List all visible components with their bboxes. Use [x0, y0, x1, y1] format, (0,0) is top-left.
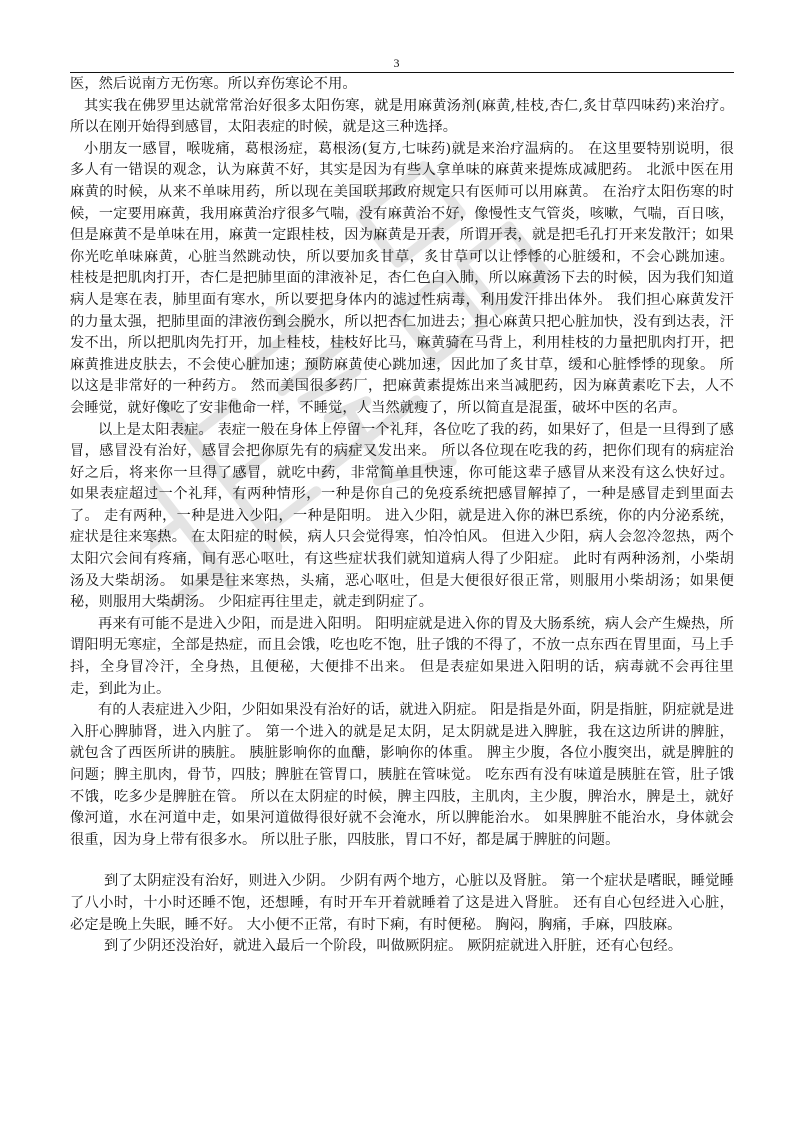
paragraph-4: 以上是太阳表症。 表症一般在身体上停留一个礼拜，各位吃了我的药，如果好了，但是一旦得到了感冒，感冒没有治好，感冒会把你原先有的病症又发出来。 所以各位现在吃我的药，把你们现有的病症治好之后，将来你一旦得了感冒，就吃中药，非常简单且快速，你可能这辈子感冒从来没有这么快好过。 如果表症超过一个礼拜，有两种情形，一种是你自己的免疫系统把感冒解掉了，一种是感冒走到里面去了。 走有两种，一种是进入少阳，一种是阳明。 进入少阳，就是进入你的淋巴系统，你的内分泌系统，症状是往来寒热。 在太阳症的时候，病人只会觉得寒，怕冷怕风。 但进入少阳，病人会忽冷忽热，两个太阳穴会间有疼痛，间有恶心呕吐，有这些症状我们就知道病人得了少阳症。 此时有两种汤剂，小柴胡汤及大柴胡汤。 如果是往来寒热，头痛，恶心呕吐，但是大便很好很正常，则服用小柴胡汤；如果便秘，则服用大柴胡汤。 少阳症再往里走，就走到阴症了。 — [70, 421, 734, 611]
paragraph-5: 再来有可能不是进入少阳，而是进入阳明。 阳明症就是进入你的胃及大肠系统，病人会产生燥热，所谓阳明无寒症，全部是热症，而且会饿，吃也吃不饱，肚子饿的不得了，不放一点东西在胃里面，马上手抖，全身冒冷汗，全身热，且便秘，大便排不出来。 但是表症如果进入阳明的话，病毒就不会再往里走，到此为止。 — [70, 615, 734, 697]
paragraph-gap — [70, 851, 734, 871]
paragraph-7: 到了太阴症没有治好，则进入少阴。 少阴有两个地方，心脏以及肾脏。 第一个症状是嗜眠，睡觉睡了八小时，十小时还睡不饱，还想睡，有时开车开着就睡着了这是进入肾脏。 还有自心包经进入心脏，必定是晚上失眠，睡不好。 大小便不正常，有时下痢，有时便秘。 胸闷，胸痛，手麻，四肢麻。 — [70, 873, 734, 933]
header-rule — [70, 72, 734, 73]
page-number: 3 — [393, 56, 400, 70]
paragraph-3: 小朋友一感冒，喉咙痛，葛根汤症，葛根汤(复方,七味药)就是来治疗温病的。 在这里要特别说明，很多人有一错误的观念，认为麻黄不好，其实是因为有些人拿单味的麻黄来提炼成减肥药。 北派中医在用麻黄的时候，从来不单味用药，所以现在美国联邦政府规定只有医师可以用麻黄。 在治疗太阳伤寒的时候，一定要用麻黄，我用麻黄治疗很多气喘，没有麻黄治不好，像慢性支气管炎，咳嗽，气喘，百日咳，但是麻黄不是单味在用，麻黄一定跟桂枝，因为麻黄是开表，所谓开表，就是把毛孔打开来发散汗；如果你光吃单味麻黄，心脏当然跳动快，所以要加炙甘草，炙甘草可以让悸悸的心脏缓和，不会心跳加速。 桂枝是把肌肉打开，杏仁是把肺里面的津液补足，杏仁色白入肺，所以麻黄汤下去的时候，因为我们知道病人是寒在表，肺里面有寒水，所以要把身体内的滤过性病毒，利用发汗排出体外。 我们担心麻黄发汗的力量太强，把肺里面的津液伤到会脱水，所以把杏仁加进去；担心麻黄只把心脏加快，没有到达表，汗发不出，所以把肌肉先打开，加上桂枝，桂枝好比马，麻黄骑在马背上，利用桂枝的力量把肌肉打开，把麻黄推进皮肤去，不会使心脏加速；预防麻黄使心跳加速，因此加了炙甘草，缓和心脏悸悸的现象。 所以这是非常好的一种药方。 然而美国很多药厂，把麻黄素提炼出来当减肥药，因为麻黄素吃下去，人不会睡觉，就好像吃了安非他命一样，不睡觉，人当然就瘦了，所以简直是混蛋，破坏中医的名声。 — [70, 140, 734, 416]
paragraph-8: 到了少阴还没治好，就进入最后一个阶段，叫做厥阴症。 厥阴症就进入肝脏，还有心包经。 — [104, 938, 683, 955]
document-body — [70, 74, 734, 958]
paragraph-2: 其实我在佛罗里达就常常治好很多太阳伤寒，就是用麻黄汤剂(麻黄,桂枝,杏仁,炙甘草四味药)来治疗。 所以在刚开始得到感冒，太阳表症的时候，就是这三种选择。 — [70, 97, 734, 136]
paragraph-6: 有的人表症进入少阳，少阳如果没有治好的话，就进入阴症。 阳是指是外面，阴是指脏，阴症就是进入肝心脾肺肾，进入内脏了。 第一个进入的就是足太阴，足太阴就是进入脾脏，我在这边所讲的脾脏，就包含了西医所讲的胰脏。 胰脏影响你的血醣，影响你的体重。 脾主少腹，各位小腹突出，就是脾脏的问题；脾主肌肉，骨节，四肢；脾脏在管胃口，胰脏在管味觉。 吃东西有没有味道是胰脏在管，肚子饿不饿，吃多少是脾脏在管。 所以在太阴症的时候，脾主四肢，主肌肉，主少腹，脾治水，脾是土，就好像河道，水在河道中走，如果河道做得很好就不会淹水，所以脾能治水。 如果脾脏不能治水，身体就会很重，因为身上带有很多水。 所以肚子胀，四肢胀，胃口不好，都是属于脾脏的问题。 — [70, 702, 734, 848]
paragraph-1: 医，然后说南方无伤寒。所以弃伤寒论不用。 — [70, 76, 357, 92]
